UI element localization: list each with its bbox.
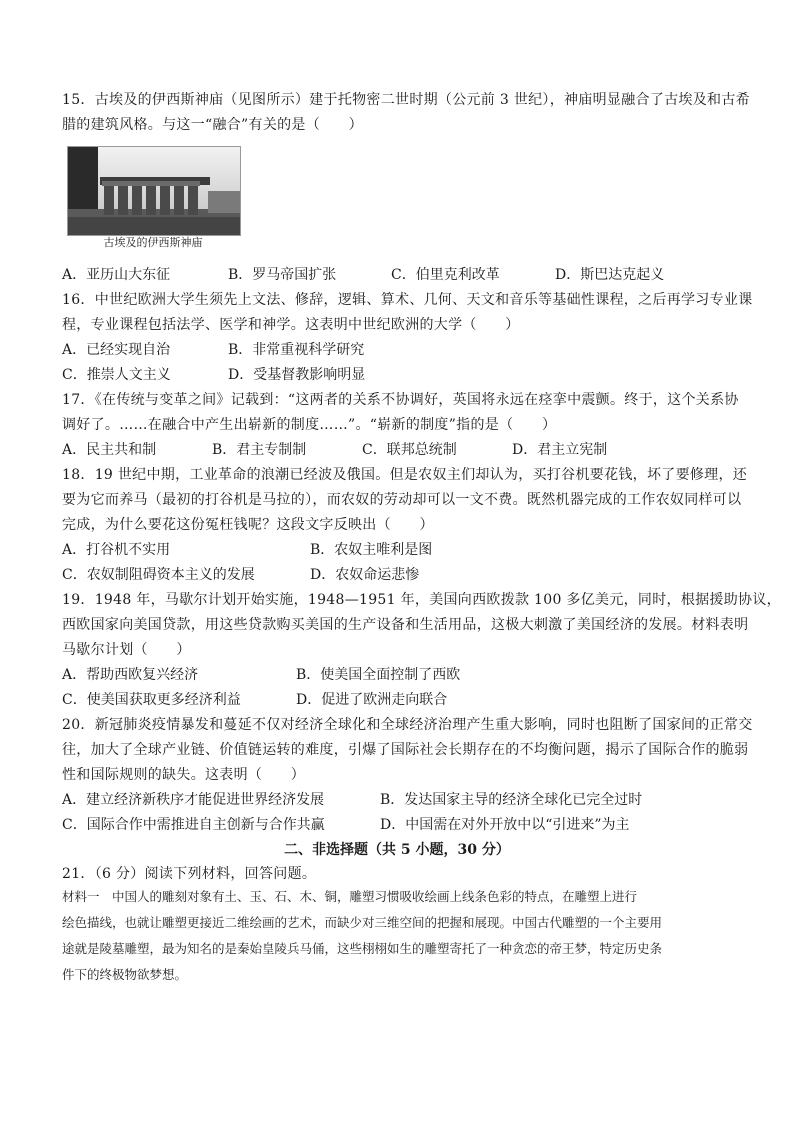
q16-option-a: A．已经实现自治 [62, 342, 171, 358]
q16-option-d: D．受基督教影响明显 [228, 367, 366, 383]
q20-option-d: D．中国需在对外开放中以“引进来”为主 [380, 817, 630, 833]
q20-stem-line-2: 往，加大了全球产业链、价值链运转的难度，引爆了国际社会长期存在的不均衡问题，揭示了国际合作的脆弱 [62, 742, 749, 758]
q19-stem-line-2: 西欧国家向美国贷款，用这些贷款购买美国的生产设备和生活用品，这极大刺激了美国经济的发展。材料表明 [62, 617, 749, 633]
q16-option-b: B．非常重视科学研究 [228, 342, 365, 358]
q16-stem-line-2: 程，专业课程包括法学、医学和神学。这表明中世纪欧洲的大学（ ） [62, 317, 520, 333]
q18-option-a: A．打谷机不实用 [62, 542, 171, 558]
q18-stem-line-3: 完成，为什么要花这份冤枉钱呢？这段文字反映出（ ） [62, 517, 434, 533]
q21-material-1-line-2: 绘色描线，也就让雕塑更接近二维绘画的艺术，而缺少对三维空间的把握和展现。中国古代雕塑的一个主要用 [62, 915, 663, 930]
q19-option-c: C．使美国获取更多经济利益 [62, 692, 241, 708]
q16-stem-line-1: 16．中世纪欧洲大学生须先上文法、修辞，逻辑、算术、几何、天文和音乐等基础性课程，之后再学习专业课 [62, 292, 753, 308]
q19-stem-line-1: 19．1948 年，马歇尔计划开始实施，1948—1951 年，美国向西欧拨款 100 多亿美元，同时，根据援助协议， [62, 592, 781, 608]
q20-option-c: C．国际合作中需推进自主创新与合作共赢 [62, 817, 325, 833]
temple-photo [67, 146, 241, 236]
q20-stem-line-3: 性和国际规则的缺失。这表明（ ） [62, 767, 306, 783]
q21-material-1-line-3: 途就是陵墓雕塑，最为知名的是秦始皇陵兵马俑，这些栩栩如生的雕塑寄托了一种贪恋的帝王梦，特定历史条 [62, 941, 663, 956]
q20-stem-line-1: 20．新冠肺炎疫情暴发和蔓延不仅对经济全球化和全球经济治理产生重大影响，同时也阻断了国家间的正常交 [62, 717, 753, 733]
q15-option-c: C．伯里克利改革 [391, 267, 500, 283]
q20-option-a: A．建立经济新秩序才能促进世界经济发展 [62, 792, 325, 808]
section-2-title: 二、非选择题（共 5 小题，30 分） [284, 842, 510, 858]
q18-option-d: D．农奴命运悲惨 [310, 567, 420, 583]
q18-stem-line-2: 要为它而养马（最初的打谷机是马拉的），而农奴的劳动却可以一文不费。既然机器完成的工作农奴同样可以 [62, 492, 742, 508]
q18-stem-line-1: 18．19 世纪中期，工业革命的浪潮已经波及俄国。但是农奴主们却认为，买打谷机要花钱，坏了要修理，还 [62, 467, 748, 483]
q15-option-a: A．亚历山大东征 [62, 267, 171, 283]
q21-material-1-line-1: 材料一 中国人的雕刻对象有土、玉、石、木、铜，雕塑习惯吸收绘画上线条色彩的特点，在雕塑上进行 [62, 889, 638, 904]
q17-option-b: B．君主专制制 [212, 442, 307, 458]
temple-photo-illustration [68, 147, 240, 235]
q21-material-1-line-4: 件下的终极物欲梦想。 [62, 967, 188, 982]
q21-stem: 21．（6 分）阅读下列材料，回答问题。 [62, 866, 317, 882]
q18-option-b: B．农奴主唯利是图 [310, 542, 433, 558]
q17-option-a: A．民主共和制 [62, 442, 157, 458]
q17-stem-line-2: 调好了。……在融合中产生出崭新的制度……”。“崭新的制度”指的是（ ） [62, 417, 557, 433]
q15-stem-line-1: 15．古埃及的伊西斯神庙（见图所示）建于托物密二世时期（公元前 3 世纪），神庙明显融合了古埃及和古希 [62, 92, 750, 108]
q17-stem-line-1: 17．《在传统与变革之间》记载到：“这两者的关系不协调好，英国将永远在痉挛中震颤。终于，这个关系协 [62, 392, 739, 408]
q15-stem-line-2: 腊的建筑风格。与这一“融合”有关的是（ ） [62, 117, 363, 133]
q19-stem-line-3: 马歇尔计划（ ） [62, 642, 191, 658]
q16-option-c: C．推崇人文主义 [62, 367, 171, 383]
q15-option-d: D．斯巴达克起义 [555, 267, 665, 283]
q18-option-c: C．农奴制阻碍资本主义的发展 [62, 567, 255, 583]
q17-option-d: D．君主立宪制 [512, 442, 608, 458]
q19-option-a: A．帮助西欧复兴经济 [62, 667, 199, 683]
q15-option-b: B．罗马帝国扩张 [228, 267, 337, 283]
q20-option-b: B．发达国家主导的经济全球化已完全过时 [380, 792, 643, 808]
q19-option-b: B．使美国全面控制了西欧 [296, 667, 461, 683]
q17-option-c: C．联邦总统制 [362, 442, 457, 458]
q19-option-d: D．促进了欧洲走向联合 [296, 692, 448, 708]
temple-photo-caption: 古埃及的伊西斯神庙 [103, 236, 203, 249]
